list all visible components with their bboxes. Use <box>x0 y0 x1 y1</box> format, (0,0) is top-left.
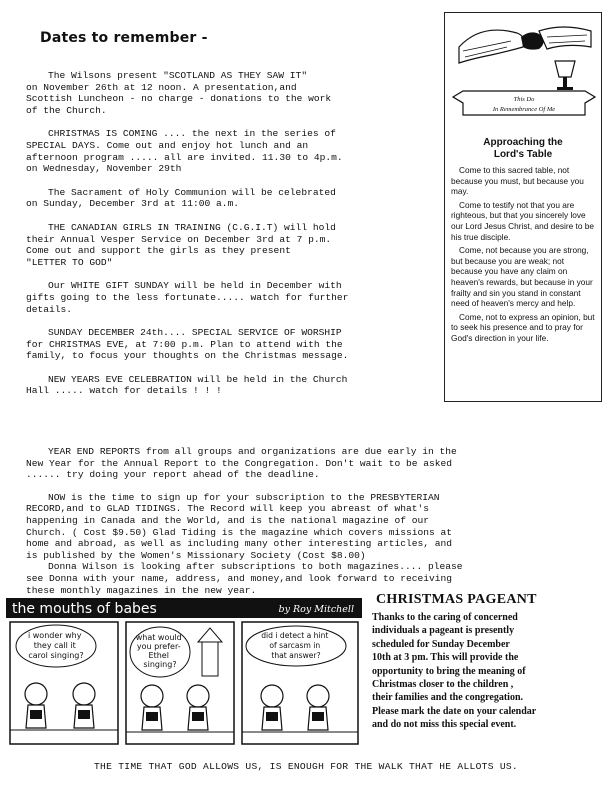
panel-3-line: that answer? <box>271 651 321 660</box>
comic-byline: by Roy Mitchell <box>278 604 354 615</box>
pageant-line: 10th at 3 pm. This will provide the <box>372 652 519 664</box>
closing-motto: THE TIME THAT GOD ALLOWS US, IS ENOUGH FOR THE WALK THAT HE ALLOTS US. <box>93 761 518 772</box>
pageant-line: Please mark the date on your calendar <box>372 705 537 717</box>
panel-2-line: singing? <box>143 660 177 669</box>
page-heading: Dates to remember - <box>40 30 208 46</box>
panel-3-line: of sarcasm in <box>269 641 321 650</box>
illustration-caption-1: This Do <box>513 96 535 103</box>
pageant-line: their families and the congregation. <box>372 692 524 704</box>
sidebar-body <box>451 165 597 347</box>
panel-1-line: i wonder why <box>28 631 82 640</box>
illustration-caption-2: In Remembrance Of Me <box>492 106 556 113</box>
sidebar-paragraph: Come to testify not that you are righteous, but that you sincerely love our Lord Jesus Christ, and desire to be his true disciple. <box>451 199 594 242</box>
pageant-body <box>366 611 602 732</box>
sidebar-paragraph: Come, not because you are strong, but because you are weak; not because you have any claim on heaven's rewards, but because in your frailty and sin you stand in constant need of heaven's mercy and help. <box>451 245 593 309</box>
announcement-christmas-eve: SUNDAY DECEMBER 24th.... SPECIAL SERVICE OF WORSHIP for CHRISTMAS EVE, at 7:00 p.m. Plan to attend with the family, to focus your thoughts on the Christmas message. <box>26 327 349 362</box>
pageant-line: opportunity to bring the meaning of <box>372 665 526 677</box>
year-end-reports: YEAR END REPORTS from all groups and organizations are due early in the New Year for the Annual Report to the Congregation. Don't wait to be asked ...... try doing your report ahead of the deadline. <box>26 446 457 481</box>
wide-paragraphs <box>26 446 586 607</box>
announcement-wilsons: The Wilsons present "SCOTLAND AS THEY SAW IT" on November 26th at 12 noon. A presentation,and Scottish Luncheon - no charge - donations to the work of the Church. <box>26 70 332 116</box>
sidebar-title <box>449 137 597 161</box>
pageant-line: scheduled for Sunday December <box>372 638 510 650</box>
sidebar-title-line-2: Lord's Table <box>493 149 553 160</box>
svg-text:i wonder why they call it <box>28 631 84 660</box>
comic-title: the mouths of babes <box>12 601 157 617</box>
announcement-new-years: NEW YEARS EVE CELEBRATION will be held in the Church Hall ..... watch for details ! ! ! <box>26 373 348 397</box>
pageant-line: individuals a pageant is presently <box>372 625 515 637</box>
communion-illustration <box>451 17 597 125</box>
panel-2-line: Ethel <box>148 651 169 660</box>
comic-strip <box>6 598 362 748</box>
announcement-cgit: THE CANADIAN GIRLS IN TRAINING (C.G.I.T) will hold their Annual Vesper Service on December 3rd at 7 p.m. Come out and support the girls as they present "LETTER TO GOD" <box>26 221 336 268</box>
pageant-line: Christmas closer to the children , <box>372 679 514 691</box>
panel-2-line: you prefer- <box>136 642 181 651</box>
panel-3-line: did i detect a hint <box>261 631 329 640</box>
announcement-communion: The Sacrament of Holy Communion will be celebrated on Sunday, December 3rd at 11:00 a.m. <box>26 186 336 210</box>
panel-2-line: what would <box>135 633 182 642</box>
pageant-line: Thanks to the caring of concerned <box>372 612 518 623</box>
pageant-title: CHRISTMAS PAGEANT <box>376 592 537 607</box>
pageant-line: and do not miss this special event. <box>372 719 517 731</box>
panel-1-line: they call it <box>33 641 76 650</box>
communion-sidebar <box>444 12 602 402</box>
christmas-pageant <box>366 592 602 732</box>
sidebar-title-line-1: Approaching the <box>483 137 563 148</box>
panel-1-line: carol singing? <box>28 651 84 660</box>
announcement-white-gift: Our WHITE GIFT SUNDAY will be held in December with gifts going to the less fortunate..... watch for further details. <box>26 280 349 315</box>
sidebar-paragraph: Come, not to express an opinion, but to seek his presence and to pray for God's direction in your life. <box>451 311 595 343</box>
donna-wilson-paragraph: Donna Wilson is looking after subscriptions to both magazines.... please see Donna with your name, address, and money,and look forward to receiving these monthly magazines in the new year. <box>26 561 463 596</box>
announcements-column <box>26 70 431 409</box>
sidebar-paragraph: Come to this sacred table, not because you must, but because you may. <box>451 165 584 197</box>
svg-text:did i detect a hint of sar <box>261 631 331 660</box>
subscriptions-paragraph: NOW is the time to sign up for your subscription to the PRESBYTERIAN RECORD,and to GLAD TIDINGS. The Record will keep you abreast of what's happening in Canada and the World, and is the national magazine of our Church. ( Cost $9.50) Glad Tiding is the magazine which covers missions at home and abroad, as well as including many other interesting articles, and is published by the Women's Missionary Society (Cost $8.00) <box>26 491 453 561</box>
announcement-christmas-coming: CHRISTMAS IS COMING .... the next in the series of SPECIAL DAYS. Come out and enjoy hot lunch and an afternoon program ..... all are invited. 11.30 to 4p.m. on Wednesday, November 29th <box>26 128 343 175</box>
